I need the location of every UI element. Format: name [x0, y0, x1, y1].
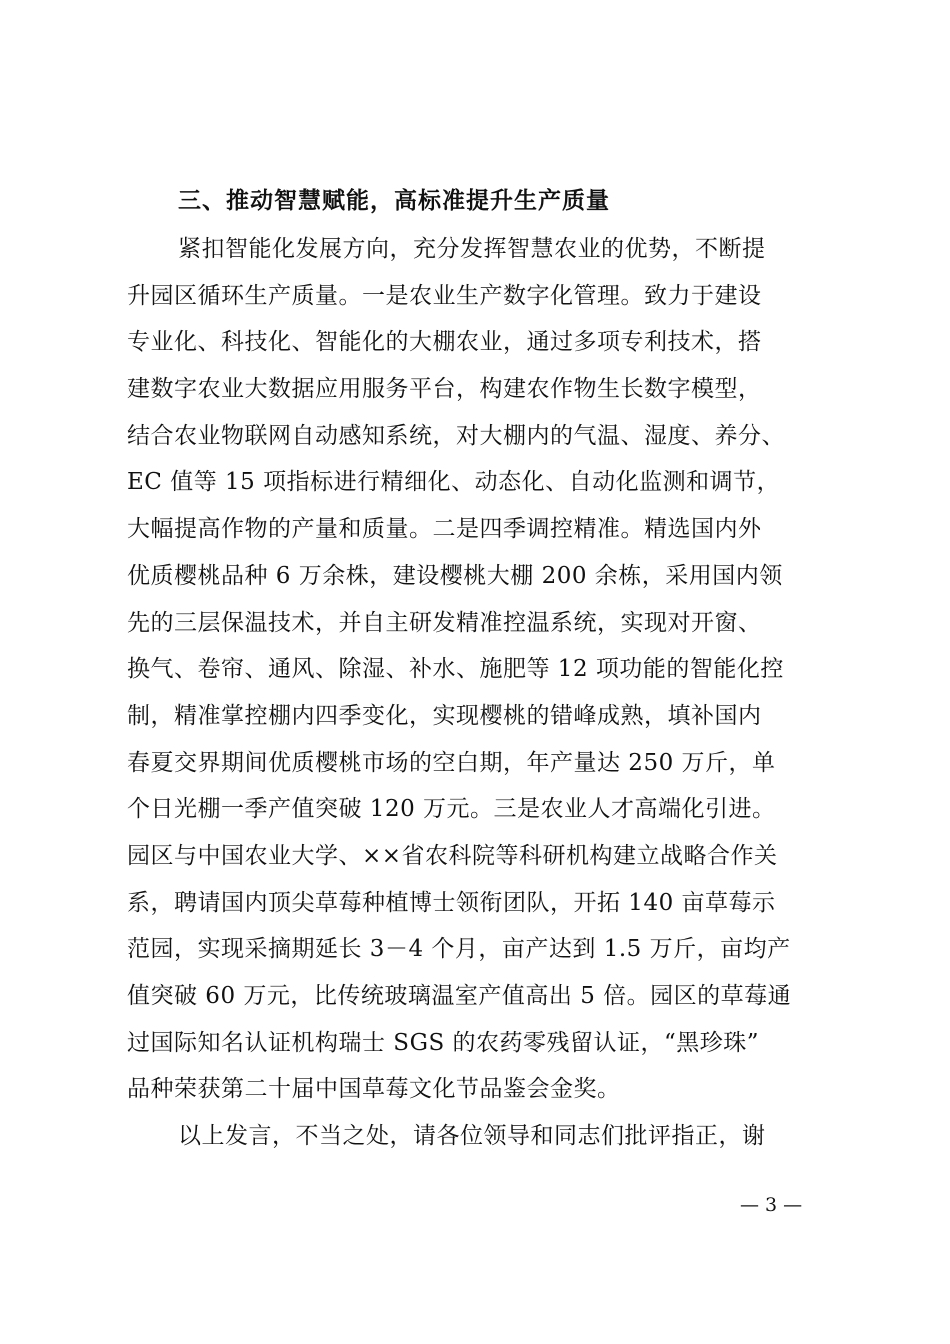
section-heading: 三、推动智慧赋能，高标准提升生产质量	[178, 188, 610, 214]
text-line: 换气、卷帘、通风、除湿、补水、施肥等 12 项功能的智能化控	[127, 656, 784, 683]
text-line: 园区与中国农业大学、××省农科院等科研机构建立战略合作关	[127, 842, 778, 869]
text-line: 范园，实现采摘期延长 3－4 个月，亩产达到 1.5 万斤，亩均产	[127, 936, 791, 963]
text-line: 个日光棚一季产值突破 120 万元。三是农业人才高端化引进。	[127, 796, 776, 823]
text-line: EC 值等 15 项指标进行精细化、动态化、自动化监测和调节，	[127, 469, 781, 496]
text-line: 先的三层保温技术，并自主研发精准控温系统，实现对开窗、	[127, 609, 762, 636]
text-line: 制，精准掌控棚内四季变化，实现樱桃的错峰成熟，填补国内	[127, 702, 762, 729]
text-line: 结合农业物联网自动感知系统，对大棚内的气温、湿度、养分、	[127, 422, 785, 449]
text-line: 系，聘请国内顶尖草莓种植博士领衔团队，开拓 140 亩草莓示	[127, 889, 776, 916]
text-line: 建数字农业大数据应用服务平台，构建农作物生长数字模型，	[127, 376, 762, 403]
text-line: 紧扣智能化发展方向，充分发挥智慧农业的优势，不断提	[178, 236, 766, 262]
text-line: 升园区循环生产质量。一是农业生产数字化管理。致力于建设	[127, 282, 762, 309]
text-line: 值突破 60 万元，比传统玻璃温室产值高出 5 倍。园区的草莓通	[127, 983, 792, 1009]
text-line: 春夏交界期间优质樱桃市场的空白期，年产量达 250 万斤，单	[127, 749, 776, 776]
page-number: — 3 —	[740, 1194, 803, 1216]
text-line: 专业化、科技化、智能化的大棚农业，通过多项专利技术，搭	[127, 329, 762, 356]
text-line: 大幅提高作物的产量和质量。二是四季调控精准。精选国内外	[127, 516, 762, 543]
text-line: 品种荣获第二十届中国草莓文化节品鉴会金奖。	[127, 1076, 621, 1103]
text-line: 过国际知名认证机构瑞士 SGS 的农药零残留认证，“黑珍珠”	[127, 1029, 760, 1056]
text-line: 以上发言，不当之处，请各位领导和同志们批评指正，谢	[178, 1123, 766, 1150]
body-text	[127, 226, 847, 1160]
text-line: 优质樱桃品种 6 万余株，建设樱桃大棚 200 余栋，采用国内领	[127, 562, 783, 589]
